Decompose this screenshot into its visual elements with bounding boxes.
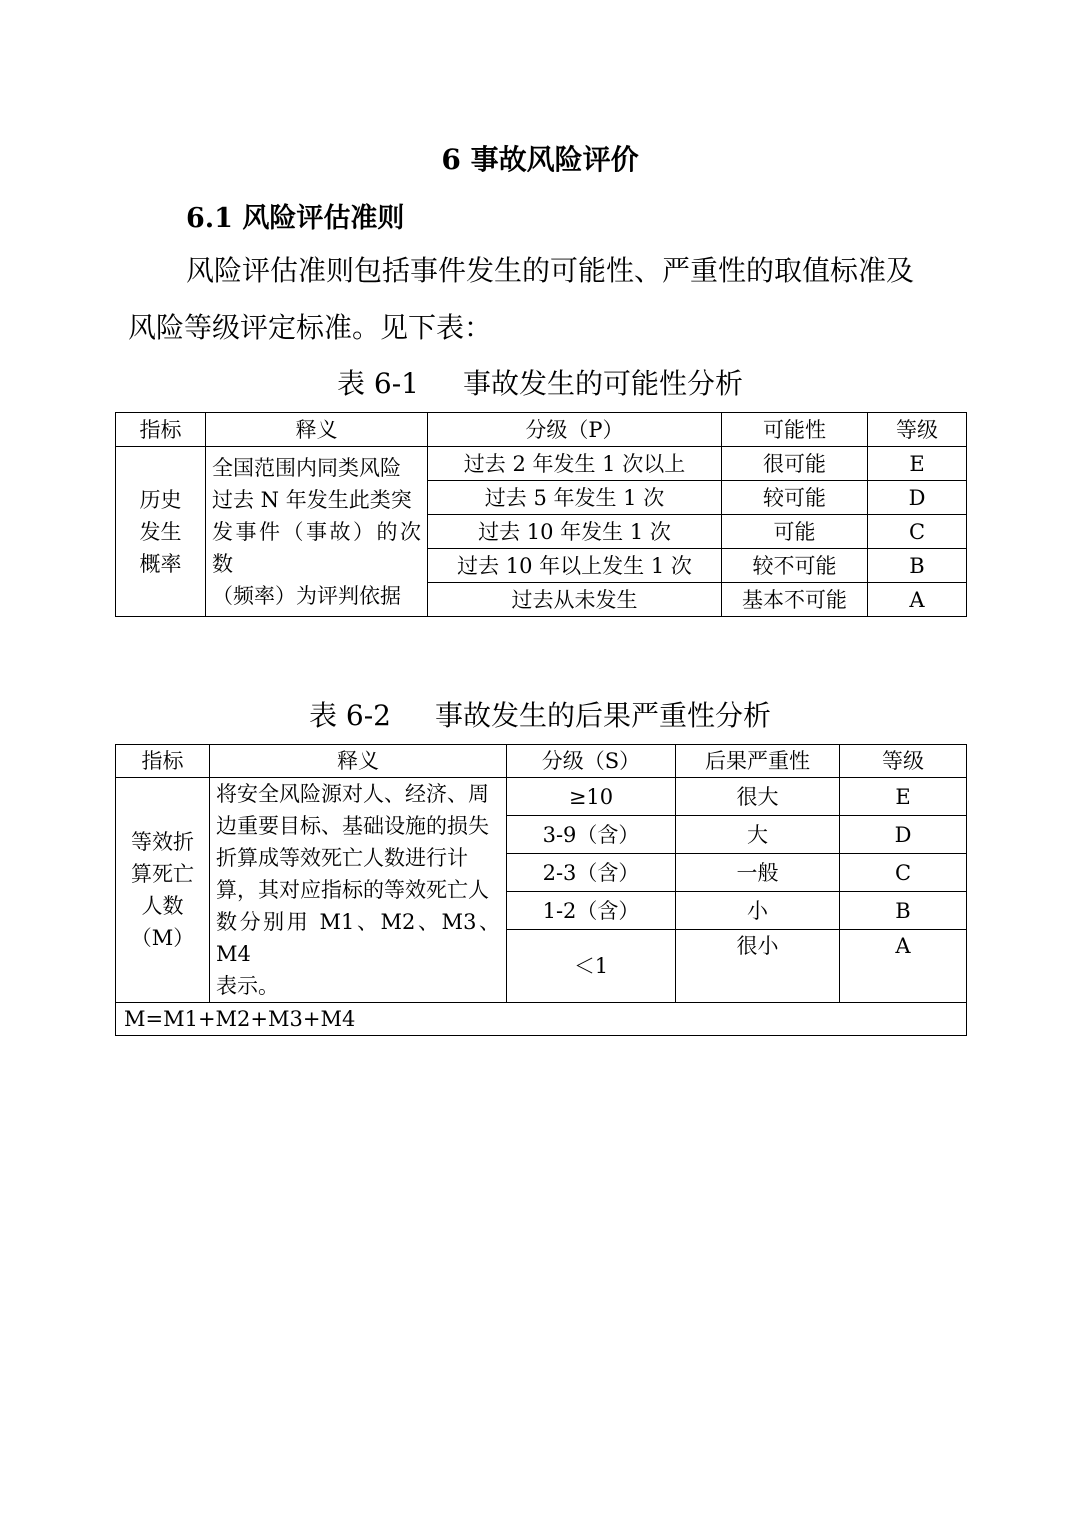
header-cell: 等级 [868, 413, 967, 447]
header-cell: 后果严重性 [676, 745, 840, 778]
grade-cell: C [840, 854, 967, 892]
grade-cell: B [868, 549, 967, 583]
possibility-cell: 较不可能 [722, 549, 868, 583]
level-cell: 过去 10 年以上发生 1 次 [428, 549, 722, 583]
description-line: 表示。 [216, 974, 279, 998]
level-cell: 过去 10 年发生 1 次 [428, 515, 722, 549]
header-cell: 指标 [116, 413, 206, 447]
grade-cell: C [868, 515, 967, 549]
indicator-line: （M） [130, 926, 195, 950]
description-line: 折算成等效死亡人数进行计 [216, 846, 468, 870]
level-cell: 3-9（含） [507, 816, 676, 854]
intro-line-1: 风险评估准则包括事件发生的可能性、严重性的取值标准及 [186, 254, 915, 287]
severity-cell: 一般 [676, 854, 840, 892]
table-header-row [116, 745, 967, 778]
description-cell [206, 447, 428, 617]
level-cell: 过去从未发生 [428, 583, 722, 617]
section-title: 6.1 风险评估准则 [186, 203, 405, 234]
intro-line-2: 风险等级评定标准。见下表： [128, 311, 493, 344]
level-cell: 1-2（含） [507, 892, 676, 930]
level-cell: 过去 2 年发生 1 次以上 [428, 447, 722, 481]
header-cell: 释义 [206, 413, 428, 447]
table2-caption-text: 事故发生的后果严重性分析 [434, 699, 771, 732]
table1-caption-text: 事故发生的可能性分析 [462, 367, 743, 400]
indicator-line: 概率 [139, 551, 182, 576]
description-line: 算，其对应指标的等效死亡人 [216, 878, 489, 902]
header-cell: 分级（S） [507, 745, 676, 778]
possibility-cell: 较可能 [722, 481, 868, 515]
severity-cell: 很小 [676, 930, 840, 1003]
header-cell: 释义 [210, 745, 507, 778]
description-line: 过去 N 年发生此类突 [212, 487, 412, 512]
header-cell: 等级 [840, 745, 967, 778]
description-line: 数分别用 M1、M2、M3、M4 [216, 910, 500, 966]
chapter-title: 6 事故风险评价 [441, 143, 639, 176]
grade-cell: E [840, 778, 967, 816]
indicator-line: 历史 [139, 487, 182, 512]
header-cell: 分级（P） [428, 413, 722, 447]
severity-table [115, 744, 967, 1036]
intro-paragraph [128, 242, 958, 356]
possibility-cell: 很可能 [722, 447, 868, 481]
formula-cell: M=M1+M2+M3+M4 [116, 1003, 967, 1036]
grade-cell: B [840, 892, 967, 930]
table2-caption-number: 表 6-2 [308, 699, 391, 732]
grade-cell: E [868, 447, 967, 481]
level-cell: 2-3（含） [507, 854, 676, 892]
severity-cell: 小 [676, 892, 840, 930]
table1-caption [0, 362, 1080, 402]
level-cell: 过去 5 年发生 1 次 [428, 481, 722, 515]
severity-cell: 很大 [676, 778, 840, 816]
table-footer-row [116, 1003, 967, 1036]
possibility-cell: 基本不可能 [722, 583, 868, 617]
header-cell: 指标 [116, 745, 210, 778]
grade-cell: D [868, 481, 967, 515]
header-cell: 可能性 [722, 413, 868, 447]
indicator-line: 发生 [139, 519, 182, 544]
table-row [116, 447, 967, 481]
table-header-row [116, 413, 967, 447]
description-line: （频率）为评判依据 [212, 583, 401, 608]
table1-caption-number: 表 6-1 [336, 367, 419, 400]
indicator-line: 算死亡 [131, 862, 194, 886]
indicator-cell [116, 447, 206, 617]
description-line: 将安全风险源对人、经济、周 [216, 782, 489, 806]
indicator-line: 等效折 [131, 830, 194, 854]
level-cell: ≥10 [507, 778, 676, 816]
indicator-cell [116, 778, 210, 1003]
indicator-line: 人数 [141, 894, 184, 918]
possibility-cell: 可能 [722, 515, 868, 549]
description-line: 发事件（事故）的次数 [212, 519, 421, 576]
description-cell [210, 778, 507, 1003]
grade-cell: D [840, 816, 967, 854]
grade-cell: A [868, 583, 967, 617]
table-row [116, 778, 967, 816]
grade-cell: A [840, 930, 967, 1003]
possibility-table [115, 412, 967, 617]
description-line: 全国范围内同类风险 [212, 455, 401, 480]
level-cell: ＜1 [507, 930, 676, 1003]
table2-caption [0, 694, 1080, 734]
severity-cell: 大 [676, 816, 840, 854]
description-line: 边重要目标、基础设施的损失 [216, 814, 489, 838]
